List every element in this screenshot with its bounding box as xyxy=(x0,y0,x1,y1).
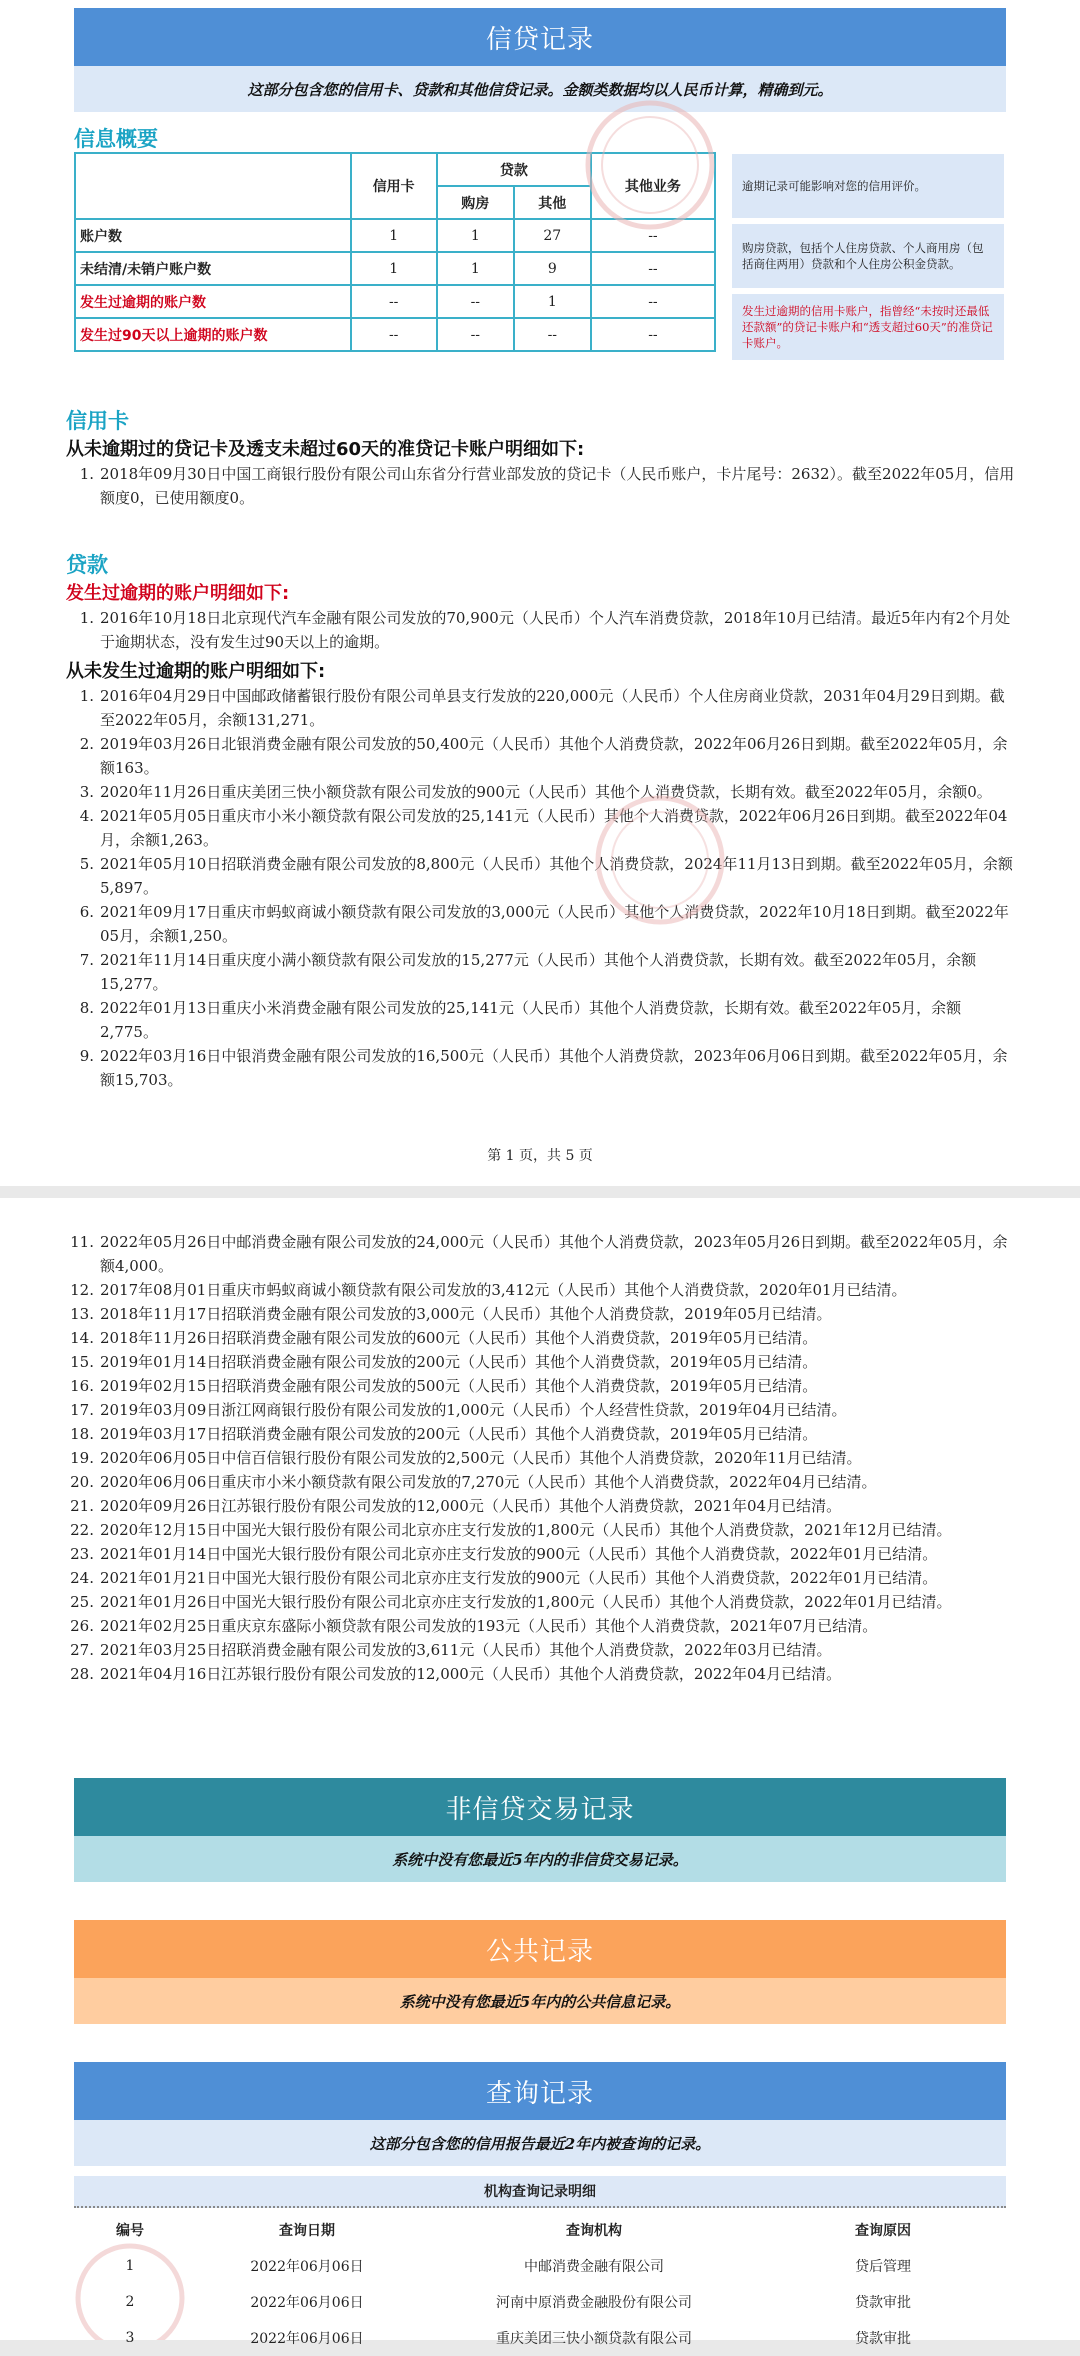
summary-corner-cell xyxy=(75,153,351,219)
list-item-text: 2022年03月16日中银消费金融有限公司发放的16,500元（人民币）其他个人消费贷款，2023年06月06日到期。截至2022年05月，余额15,703。 xyxy=(100,1047,1008,1089)
list-item-text: 2019年01月14日招联消费金融有限公司发放的200元（人民币）其他个人消费贷款，2019年05月已结清。 xyxy=(100,1353,818,1371)
query-record-banner: 查询记录 xyxy=(74,2062,1006,2120)
list-item-text: 2021年05月05日重庆市小米小额贷款有限公司发放的25,141元（人民币）其他个人消费贷款，2022年06月26日到期。截至2022年04月，余额1,263。 xyxy=(100,807,1008,849)
list-item: 6. 2021年09月17日重庆市蚂蚁商诚小额贷款有限公司发放的3,000元（人民币）其他个人消费贷款，2022年10月18日到期。截至2022年05月，余额1,250。 xyxy=(66,900,1016,948)
overview-title: 信息概要 xyxy=(74,127,158,151)
query-header-reason: 查询原因 xyxy=(855,2223,911,2239)
list-item: 3. 2020年11月26日重庆美团三快小额贷款有限公司发放的900元（人民币）其他个人消费贷款，长期有效。截至2022年05月，余额0。 xyxy=(66,780,1016,804)
list-item: 13. 2018年11月17日招联消费金融有限公司发放的3,000元（人民币）其他个人消费贷款，2019年05月已结清。 xyxy=(66,1302,1016,1326)
list-item: 21. 2020年09月26日江苏银行股份有限公司发放的12,000元（人民币）其他个人消费贷款，2021年04月已结清。 xyxy=(66,1494,1016,1518)
query-cell: 1 xyxy=(125,2258,135,2274)
summary-row xyxy=(75,252,715,285)
summary-row-label: 未结清/未销户账户数 xyxy=(75,252,351,285)
query-cell: 贷款审批 xyxy=(855,2331,911,2347)
list-item: 11. 2022年05月26日中邮消费金融有限公司发放的24,000元（人民币）其他个人消费贷款，2023年05月26日到期。截至2022年05月，余额4,000。 xyxy=(66,1230,1016,1278)
summary-header-loan: 贷款 xyxy=(437,153,591,186)
table-row xyxy=(74,2248,1006,2284)
list-item-text: 2021年02月25日重庆京东盛际小额贷款有限公司发放的193元（人民币）其他个人消费贷款，2021年07月已结清。 xyxy=(100,1617,878,1635)
summary-header-other: 其他 xyxy=(514,186,591,219)
query-cell: 2022年06月06日 xyxy=(250,2259,364,2275)
page-footer: 第 1 页，共 5 页 xyxy=(487,1148,593,1164)
list-item: 27. 2021年03月25日招联消费金融有限公司发放的3,611元（人民币）其他个人消费贷款，2022年03月已结清。 xyxy=(66,1638,1016,1662)
summary-cell: -- xyxy=(351,285,437,318)
summary-row-label: 发生过90天以上逾期的账户数 xyxy=(75,318,351,351)
list-item-text: 2021年05月10日招联消费金融有限公司发放的8,800元（人民币）其他个人消费贷款，2024年11月13日到期。截至2022年05月，余额5,897。 xyxy=(100,855,1013,897)
query-cell: 贷款审批 xyxy=(855,2295,911,2311)
list-item-text: 2020年09月26日江苏银行股份有限公司发放的12,000元（人民币）其他个人消费贷款，2021年04月已结清。 xyxy=(100,1497,842,1515)
list-item: 26. 2021年02月25日重庆京东盛际小额贷款有限公司发放的193元（人民币）其他个人消费贷款，2021年07月已结清。 xyxy=(66,1614,1016,1638)
list-item-text: 2019年03月09日浙江网商银行股份有限公司发放的1,000元（人民币）个人经营性贷款，2019年04月已结清。 xyxy=(100,1401,847,1419)
public-record-subtitle: 系统中没有您最近5年内的公共信息记录。 xyxy=(74,1978,1006,2024)
noncredit-subtitle: 系统中没有您最近5年内的非信贷交易记录。 xyxy=(74,1836,1006,1882)
list-item-text: 2022年01月13日重庆小米消费金融有限公司发放的25,141元（人民币）其他个人消费贷款，长期有效。截至2022年05月，余额2,775。 xyxy=(100,999,962,1041)
summary-cell: 1 xyxy=(351,219,437,252)
list-item-text: 2020年06月06日重庆市小米小额贷款有限公司发放的7,270元（人民币）其他个人消费贷款，2022年04月已结清。 xyxy=(100,1473,877,1491)
list-item-text: 2017年08月01日重庆市蚂蚁商诚小额贷款有限公司发放的3,412元（人民币）其他个人消费贷款，2020年01月已结清。 xyxy=(100,1281,907,1299)
summary-cell: -- xyxy=(591,285,715,318)
list-item: 1. 2018年09月30日中国工商银行股份有限公司山东省分行营业部发放的贷记卡（人民币账户，卡片尾号：2632）。截至2022年05月，信用额度0，已使用额度0。 xyxy=(66,462,1016,510)
list-item: 23. 2021年01月14日中国光大银行股份有限公司北京亦庄支行发放的900元（人民币）其他个人消费贷款，2022年01月已结清。 xyxy=(66,1542,1016,1566)
summary-cell: -- xyxy=(591,219,715,252)
list-item-text: 2020年12月15日中国光大银行股份有限公司北京亦庄支行发放的1,800元（人民币）其他个人消费贷款，2021年12月已结清。 xyxy=(100,1521,952,1539)
table-row xyxy=(74,2320,1006,2356)
summary-row xyxy=(75,285,715,318)
list-item-text: 2016年10月18日北京现代汽车金融有限公司发放的70,900元（人民币）个人汽车消费贷款，2018年10月已结清。最近5年内有2个月处于逾期状态，没有发生过90天以上的逾期。 xyxy=(100,609,1011,651)
summary-cell: 9 xyxy=(514,252,591,285)
list-item: 7. 2021年11月14日重庆度小满小额贷款有限公司发放的15,277元（人民币）其他个人消费贷款，长期有效。截至2022年05月，余额15,277。 xyxy=(66,948,1016,996)
list-item: 12. 2017年08月01日重庆市蚂蚁商诚小额贷款有限公司发放的3,412元（人民币）其他个人消费贷款，2020年01月已结清。 xyxy=(66,1278,1016,1302)
list-item-text: 2021年04月16日江苏银行股份有限公司发放的12,000元（人民币）其他个人消费贷款，2022年04月已结清。 xyxy=(100,1665,842,1683)
list-item: 8. 2022年01月13日重庆小米消费金融有限公司发放的25,141元（人民币）其他个人消费贷款，长期有效。截至2022年05月，余额2,775。 xyxy=(66,996,1016,1044)
query-table xyxy=(74,2212,1006,2356)
list-item-text: 2019年03月26日北银消费金融有限公司发放的50,400元（人民币）其他个人消费贷款，2022年06月26日到期。截至2022年05月，余额163。 xyxy=(100,735,1008,777)
note-house-loan: 购房贷款，包括个人住房贷款、个人商用房（包括商住两用）贷款和个人住房公积金贷款。 xyxy=(732,224,1004,288)
note-overdue-card: 发生过逾期的信用卡账户，指曾经“未按时还最低还款额”的贷记卡账户和“透支超过60天”的准贷记卡账户。 xyxy=(732,294,1004,360)
list-item: 1. 2016年04月29日中国邮政储蓄银行股份有限公司单县支行发放的220,000元（人民币）个人住房商业贷款，2031年04月29日到期。截至2022年05月，余额131,271。 xyxy=(66,684,1016,732)
list-item: 4. 2021年05月05日重庆市小米小额贷款有限公司发放的25,141元（人民币）其他个人消费贷款，2022年06月26日到期。截至2022年04月，余额1,263。 xyxy=(66,804,1016,852)
list-item: 22. 2020年12月15日中国光大银行股份有限公司北京亦庄支行发放的1,800元（人民币）其他个人消费贷款，2021年12月已结清。 xyxy=(66,1518,1016,1542)
list-item-text: 2018年09月30日中国工商银行股份有限公司山东省分行营业部发放的贷记卡（人民币账户，卡片尾号：2632）。截至2022年05月，信用额度0，已使用额度0。 xyxy=(100,465,1015,507)
query-cell: 贷后管理 xyxy=(855,2259,911,2275)
list-item: 18. 2019年03月17日招联消费金融有限公司发放的200元（人民币）其他个人消费贷款，2019年05月已结清。 xyxy=(66,1422,1016,1446)
credit-card-subtitle: 从未逾期过的贷记卡及透支未超过60天的准贷记卡账户明细如下: xyxy=(66,439,585,460)
summary-header-other-biz: 其他业务 xyxy=(591,153,715,219)
loan-overdue-list xyxy=(66,606,1016,654)
list-item-text: 2021年01月14日中国光大银行股份有限公司北京亦庄支行发放的900元（人民币）其他个人消费贷款，2022年01月已结清。 xyxy=(100,1545,938,1563)
summary-header-house: 购房 xyxy=(437,186,514,219)
list-item: 16. 2019年02月15日招联消费金融有限公司发放的500元（人民币）其他个人消费贷款，2019年05月已结清。 xyxy=(66,1374,1016,1398)
list-item: 17. 2019年03月09日浙江网商银行股份有限公司发放的1,000元（人民币）个人经营性贷款，2019年04月已结清。 xyxy=(66,1398,1016,1422)
query-cell: 重庆美团三快小额贷款有限公司 xyxy=(496,2331,692,2347)
summary-row xyxy=(75,219,715,252)
public-record-banner: 公共记录 xyxy=(74,1920,1006,1978)
noncredit-banner: 非信贷交易记录 xyxy=(74,1778,1006,1836)
query-cell: 2022年06月06日 xyxy=(250,2295,364,2311)
summary-cell: 1 xyxy=(437,252,514,285)
list-item: 28. 2021年04月16日江苏银行股份有限公司发放的12,000元（人民币）其他个人消费贷款，2022年04月已结清。 xyxy=(66,1662,1016,1686)
summary-cell: 1 xyxy=(437,219,514,252)
credit-card-title: 信用卡 xyxy=(66,409,129,433)
query-header-org: 查询机构 xyxy=(566,2223,622,2239)
query-cell: 3 xyxy=(125,2330,135,2346)
note-overdue-effect: 逾期记录可能影响对您的信用评价。 xyxy=(732,154,1004,218)
list-item-text: 2021年09月17日重庆市蚂蚁商诚小额贷款有限公司发放的3,000元（人民币）其他个人消费贷款，2022年10月18日到期。截至2022年05月，余额1,250。 xyxy=(100,903,1009,945)
list-item: 25. 2021年01月26日中国光大银行股份有限公司北京亦庄支行发放的1,800元（人民币）其他个人消费贷款，2022年01月已结清。 xyxy=(66,1590,1016,1614)
summary-row xyxy=(75,318,715,351)
list-item: 20. 2020年06月06日重庆市小米小额贷款有限公司发放的7,270元（人民币）其他个人消费贷款，2022年04月已结清。 xyxy=(66,1470,1016,1494)
list-item: 2. 2019年03月26日北银消费金融有限公司发放的50,400元（人民币）其他个人消费贷款，2022年06月26日到期。截至2022年05月，余额163。 xyxy=(66,732,1016,780)
summary-cell: 1 xyxy=(351,252,437,285)
summary-cell: 1 xyxy=(514,285,591,318)
summary-cell: -- xyxy=(437,285,514,318)
list-item-text: 2021年11月14日重庆度小满小额贷款有限公司发放的15,277元（人民币）其他个人消费贷款，长期有效。截至2022年05月，余额15,277。 xyxy=(100,951,977,993)
loan-normal-list-cont xyxy=(66,1230,1016,1686)
list-item: 5. 2021年05月10日招联消费金融有限公司发放的8,800元（人民币）其他个人消费贷款，2024年11月13日到期。截至2022年05月，余额5,897。 xyxy=(66,852,1016,900)
summary-table xyxy=(74,152,716,352)
summary-header-credit: 信用卡 xyxy=(351,153,437,219)
list-item: 19. 2020年06月05日中信百信银行股份有限公司发放的2,500元（人民币）其他个人消费贷款，2020年11月已结清。 xyxy=(66,1446,1016,1470)
summary-cell: -- xyxy=(591,318,715,351)
summary-cell: -- xyxy=(514,318,591,351)
summary-row-label: 发生过逾期的账户数 xyxy=(75,285,351,318)
list-item: 24. 2021年01月21日中国光大银行股份有限公司北京亦庄支行发放的900元（人民币）其他个人消费贷款，2022年01月已结清。 xyxy=(66,1566,1016,1590)
list-item-text: 2020年11月26日重庆美团三快小额贷款有限公司发放的900元（人民币）其他个人消费贷款，长期有效。截至2022年05月，余额0。 xyxy=(100,783,992,801)
list-item-text: 2019年02月15日招联消费金融有限公司发放的500元（人民币）其他个人消费贷款，2019年05月已结清。 xyxy=(100,1377,818,1395)
query-cell: 河南中原消费金融股份有限公司 xyxy=(496,2295,692,2311)
table-row xyxy=(74,2284,1006,2320)
list-item-text: 2018年11月26日招联消费金融有限公司发放的600元（人民币）其他个人消费贷款，2019年05月已结清。 xyxy=(100,1329,818,1347)
list-item-text: 2021年01月21日中国光大银行股份有限公司北京亦庄支行发放的900元（人民币）其他个人消费贷款，2022年01月已结清。 xyxy=(100,1569,938,1587)
list-item-text: 2020年06月05日中信百信银行股份有限公司发放的2,500元（人民币）其他个人消费贷款，2020年11月已结清。 xyxy=(100,1449,862,1467)
query-header-no: 编号 xyxy=(116,2223,144,2239)
query-table-title: 机构查询记录明细 xyxy=(74,2176,1006,2208)
list-item-text: 2022年05月26日中邮消费金融有限公司发放的24,000元（人民币）其他个人消费贷款，2023年05月26日到期。截至2022年05月，余额4,000。 xyxy=(100,1233,1008,1275)
query-cell: 2022年06月06日 xyxy=(250,2331,364,2347)
list-item-text: 2021年03月25日招联消费金融有限公司发放的3,611元（人民币）其他个人消费贷款，2022年03月已结清。 xyxy=(100,1641,832,1659)
query-cell: 中邮消费金融有限公司 xyxy=(524,2259,664,2275)
list-item: 15. 2019年01月14日招联消费金融有限公司发放的200元（人民币）其他个人消费贷款，2019年05月已结清。 xyxy=(66,1350,1016,1374)
list-item: 9. 2022年03月16日中银消费金融有限公司发放的16,500元（人民币）其他个人消费贷款，2023年06月06日到期。截至2022年05月，余额15,703。 xyxy=(66,1044,1016,1092)
summary-cell: -- xyxy=(437,318,514,351)
list-item-text: 2019年03月17日招联消费金融有限公司发放的200元（人民币）其他个人消费贷款，2019年05月已结清。 xyxy=(100,1425,818,1443)
loan-overdue-subtitle: 发生过逾期的账户明细如下: xyxy=(66,583,290,604)
summary-cell: -- xyxy=(351,318,437,351)
loan-title: 贷款 xyxy=(66,553,108,577)
credit-record-subtitle: 这部分包含您的信用卡、贷款和其他信贷记录。金额类数据均以人民币计算，精确到元。 xyxy=(74,66,1006,112)
loan-normal-list xyxy=(66,684,1016,1092)
summary-row-label: 账户数 xyxy=(75,219,351,252)
summary-cell: 27 xyxy=(514,219,591,252)
summary-cell: -- xyxy=(591,252,715,285)
report-page-2 xyxy=(0,1198,1080,2340)
credit-record-banner: 信贷记录 xyxy=(74,8,1006,66)
list-item-text: 2016年04月29日中国邮政储蓄银行股份有限公司单县支行发放的220,000元（人民币）个人住房商业贷款，2031年04月29日到期。截至2022年05月，余额131,271。 xyxy=(100,687,1005,729)
query-cell: 2 xyxy=(125,2294,135,2310)
query-header-date: 查询日期 xyxy=(279,2223,335,2239)
list-item: 1. 2016年10月18日北京现代汽车金融有限公司发放的70,900元（人民币）个人汽车消费贷款，2018年10月已结清。最近5年内有2个月处于逾期状态，没有发生过90天以上的逾期。 xyxy=(66,606,1016,654)
list-item-text: 2021年01月26日中国光大银行股份有限公司北京亦庄支行发放的1,800元（人民币）其他个人消费贷款，2022年01月已结清。 xyxy=(100,1593,952,1611)
loan-normal-subtitle: 从未发生过逾期的账户明细如下: xyxy=(66,661,326,682)
list-item: 14. 2018年11月26日招联消费金融有限公司发放的600元（人民币）其他个人消费贷款，2019年05月已结清。 xyxy=(66,1326,1016,1350)
list-item-text: 2018年11月17日招联消费金融有限公司发放的3,000元（人民币）其他个人消费贷款，2019年05月已结清。 xyxy=(100,1305,832,1323)
credit-card-list xyxy=(66,462,1016,510)
query-record-subtitle: 这部分包含您的信用报告最近2年内被查询的记录。 xyxy=(74,2120,1006,2166)
